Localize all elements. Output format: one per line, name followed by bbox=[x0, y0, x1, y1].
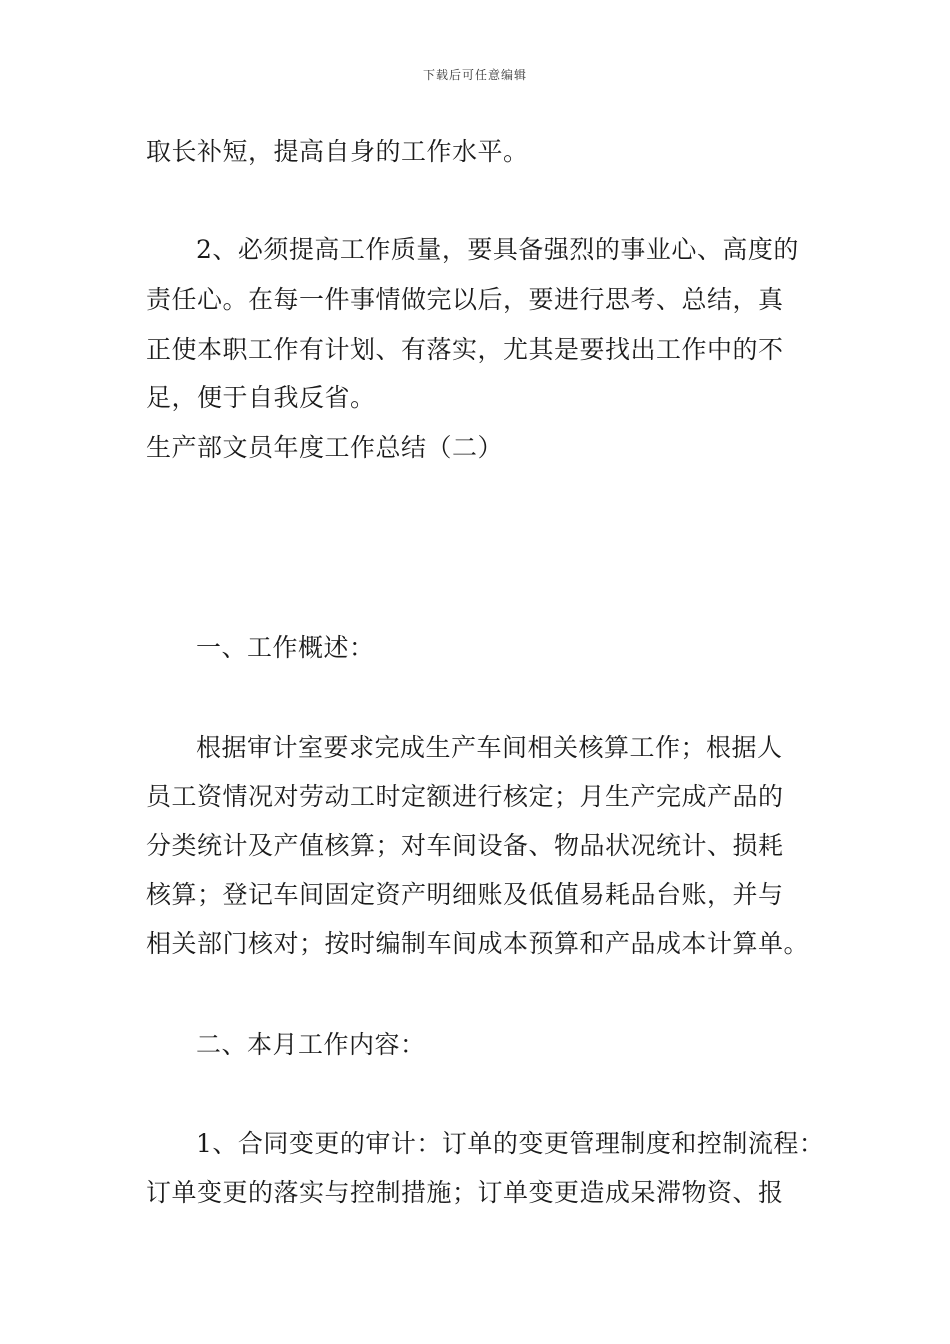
body-line: 足，便于自我反省。 bbox=[146, 383, 376, 412]
body-line: 1、合同变更的审计：订单的变更管理制度和控制流程： bbox=[196, 1129, 825, 1158]
body-line: 取长补短，提高自身的工作水平。 bbox=[146, 137, 529, 166]
body-line: 订单变更的落实与控制措施；订单变更造成呆滞物资、报 bbox=[146, 1178, 784, 1207]
body-line: 正使本职工作有计划、有落实，尤其是要找出工作中的不 bbox=[146, 335, 784, 364]
header-note: 下载后可任意编辑 bbox=[422, 68, 527, 82]
body-line: 核算；登记车间固定资产明细账及低值易耗品台账，并与 bbox=[146, 880, 784, 909]
section-heading: 一、工作概述： bbox=[196, 633, 375, 662]
body-line: 2、必须提高工作质量，要具备强烈的事业心、高度的 bbox=[196, 235, 799, 264]
body-line: 相关部门核对；按时编制车间成本预算和产品成本计算单。 bbox=[146, 929, 810, 958]
section-title: 生产部文员年度工作总结（二） bbox=[146, 433, 504, 462]
body-line: 员工资情况对劳动工时定额进行核定；月生产完成产品的 bbox=[146, 782, 784, 811]
body-line: 分类统计及产值核算；对车间设备、物品状况统计、损耗 bbox=[146, 831, 784, 860]
body-line: 责任心。在每一件事情做完以后，要进行思考、总结，真 bbox=[146, 285, 784, 314]
section-heading: 二、本月工作内容： bbox=[196, 1030, 426, 1059]
body-line: 根据审计室要求完成生产车间相关核算工作；根据人 bbox=[196, 733, 783, 762]
